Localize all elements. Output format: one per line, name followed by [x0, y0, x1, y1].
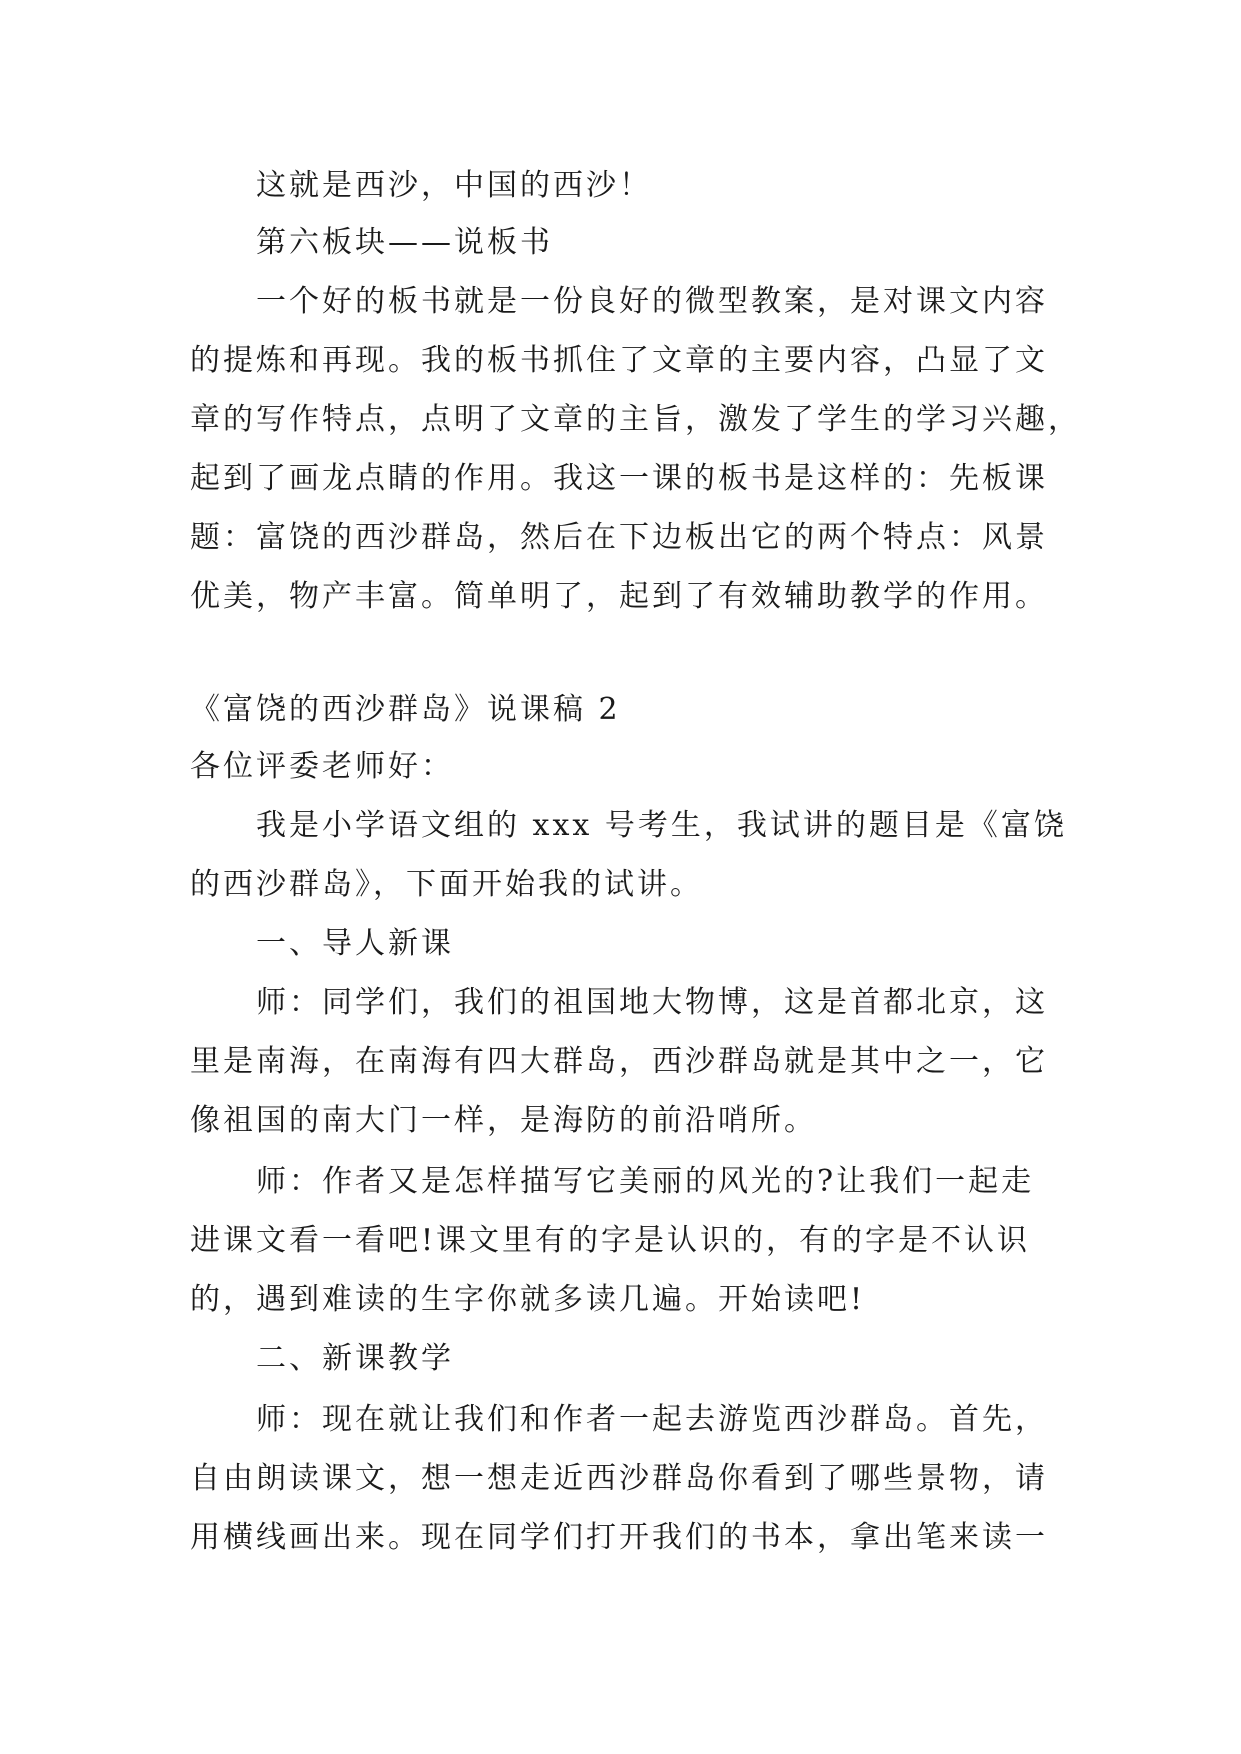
- section-heading-blackboard: 第六板块——说板书: [256, 225, 553, 260]
- paragraph-line: 用横线画出来。现在同学们打开我们的书本，拿出笔来读一: [190, 1520, 1048, 1555]
- paragraph-line: 里是南海，在南海有四大群岛，西沙群岛就是其中之一，它: [190, 1044, 1048, 1079]
- paragraph-line: 的，遇到难读的生字你就多读几遍。开始读吧!: [190, 1282, 866, 1317]
- paragraph-line: 起到了画龙点睛的作用。我这一课的板书是这样的：先板课: [190, 461, 1048, 496]
- paragraph-line: 自由朗读课文，想一想走近西沙群岛你看到了哪些景物，请: [190, 1461, 1048, 1496]
- paragraph-line: 像祖国的南大门一样，是海防的前沿哨所。: [190, 1103, 817, 1138]
- paragraph-line: 的提炼和再现。我的板书抓住了文章的主要内容，凸显了文: [190, 343, 1048, 378]
- paragraph-line: 章的写作特点，点明了文章的主旨，激发了学生的学习兴趣，: [190, 402, 1081, 437]
- paragraph-line: 师：现在就让我们和作者一起去游览西沙群岛。首先，: [256, 1402, 1048, 1437]
- greeting: 各位评委老师好：: [190, 749, 454, 784]
- section-heading-introduction: 一、导人新课: [256, 926, 454, 961]
- closing-line: 这就是西沙，中国的西沙！: [256, 168, 652, 203]
- section-heading-new-lesson: 二、新课教学: [256, 1341, 454, 1376]
- paragraph-line: 师：作者又是怎样描写它美丽的风光的?让我们一起走: [256, 1164, 1035, 1199]
- document-title: 《富饶的西沙群岛》说课稿 2: [190, 692, 621, 727]
- paragraph-line: 优美，物产丰富。简单明了，起到了有效辅助教学的作用。: [190, 579, 1048, 614]
- paragraph-line: 进课文看一看吧!课文里有的字是认识的，有的字是不认识: [190, 1223, 1031, 1258]
- paragraph-line: 一个好的板书就是一份良好的微型教案，是对课文内容: [256, 284, 1048, 319]
- paragraph-line: 的西沙群岛》，下面开始我的试讲。: [190, 867, 703, 902]
- paragraph-line: 师：同学们，我们的祖国地大物博，这是首都北京，这: [256, 985, 1048, 1020]
- paragraph-line: 我是小学语文组的 xxx 号考生，我试讲的题目是《富饶: [256, 808, 1067, 843]
- paragraph-line: 题：富饶的西沙群岛，然后在下边板出它的两个特点：风景: [190, 520, 1048, 555]
